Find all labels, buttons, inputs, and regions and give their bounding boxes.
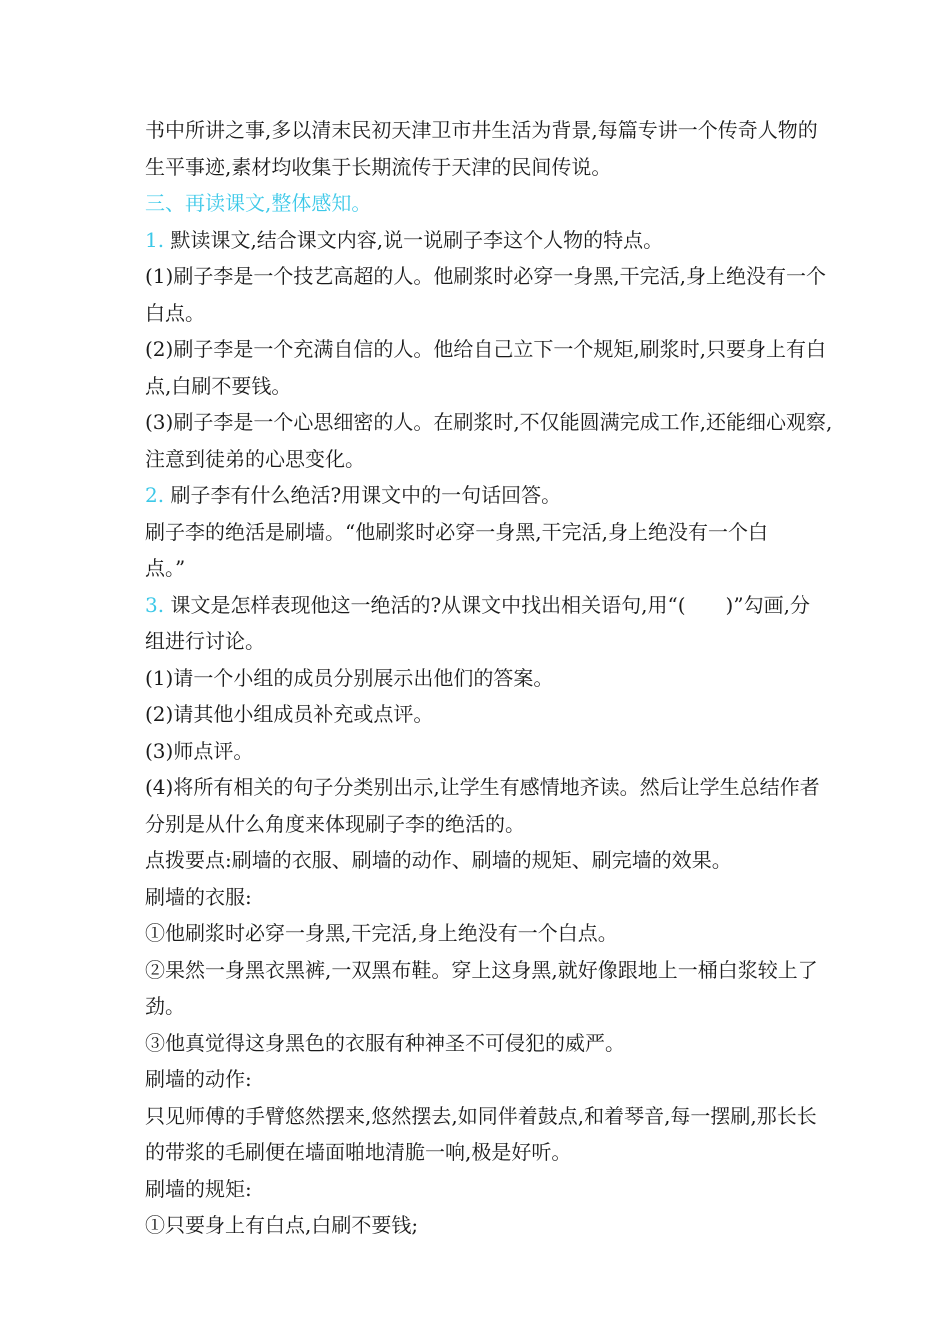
question-number: 3.	[145, 592, 165, 617]
paragraph-line: 刷墙的规矩:	[145, 1176, 252, 1201]
paragraph-line: (1)刷子李是一个技艺高超的人。他刷浆时必穿一身黑,干完活,身上绝没有一个	[145, 264, 827, 288]
paragraph-line: 刷墙的衣服:	[145, 884, 252, 909]
paragraph-line: 劲。	[145, 994, 185, 1018]
question-text: 课文是怎样表现他这一绝活的?从课文中找出相关语句,用“( )”勾画,分	[170, 592, 810, 617]
paragraph-line: 生平事迹,素材均收集于长期流传于天津的民间传说。	[145, 154, 612, 179]
question-text: 刷子李有什么绝活?用课文中的一句话回答。	[170, 483, 562, 507]
paragraph-line: ①只要身上有白点,白刷不要钱;	[145, 1213, 419, 1237]
question-number: 2.	[145, 483, 165, 507]
paragraph-line: (2)请其他小组成员补充或点评。	[145, 702, 434, 726]
paragraph-line: 白点。	[145, 300, 205, 325]
paragraph-line: 点拨要点:刷墙的衣服、刷墙的动作、刷墙的规矩、刷完墙的效果。	[145, 848, 732, 872]
paragraph-line: 的带浆的毛刷便在墙面啪地清脆一响,极是好听。	[145, 1140, 572, 1164]
paragraph-line: (3)刷子李是一个心思细密的人。在刷浆时,不仅能圆满完成工作,还能细心观察,	[145, 410, 833, 434]
paragraph-line: 注意到徒弟的心思变化。	[145, 446, 365, 471]
paragraph-line: 刷子李的绝活是刷墙。“他刷浆时必穿一身黑,干完活,身上绝没有一个白	[145, 519, 768, 544]
question-1	[145, 222, 817, 259]
paragraph-line: (3)师点评。	[145, 738, 254, 763]
paragraph-line: (2)刷子李是一个充满自信的人。他给自己立下一个规矩,刷浆时,只要身上有白	[145, 337, 827, 361]
question-text: 默读课文,结合课文内容,说一说刷子李这个人物的特点。	[170, 227, 664, 252]
document-page	[145, 112, 833, 1244]
paragraph-line: 书中所讲之事,多以清末民初天津卫市井生活为背景,每篇专讲一个传奇人物的	[145, 118, 818, 142]
paragraph-line: ③他真觉得这身黑色的衣服有种神圣不可侵犯的威严。	[145, 1030, 625, 1055]
question-3	[145, 587, 817, 624]
paragraph-line: ①他刷浆时必穿一身黑,干完活,身上绝没有一个白点。	[145, 921, 618, 945]
paragraph-line: 点,白刷不要钱。	[145, 373, 292, 398]
paragraph-line: (4)将所有相关的句子分类别出示,让学生有感情地齐读。然后让学生总结作者	[145, 775, 820, 799]
paragraph-line: 组进行讨论。	[145, 629, 265, 653]
section-heading: 三、再读课文,整体感知。	[145, 191, 372, 215]
paragraph-line: (1)请一个小组的成员分别展示出他们的答案。	[145, 665, 554, 690]
paragraph-line: 刷墙的动作:	[145, 1067, 252, 1091]
paragraph-line: 点。”	[145, 556, 186, 580]
question-number: 1.	[145, 227, 165, 252]
paragraph-line: 分别是从什么角度来体现刷子李的绝活的。	[145, 811, 525, 836]
question-2	[145, 477, 817, 514]
paragraph-line: 只见师傅的手臂悠然摆来,悠然摆去,如同伴着鼓点,和着琴音,每一摆刷,那长长	[145, 1103, 817, 1128]
paragraph-line: ②果然一身黑衣黑裤,一双黑布鞋。穿上这身黑,就好像跟地上一桶白浆较上了	[145, 957, 818, 982]
